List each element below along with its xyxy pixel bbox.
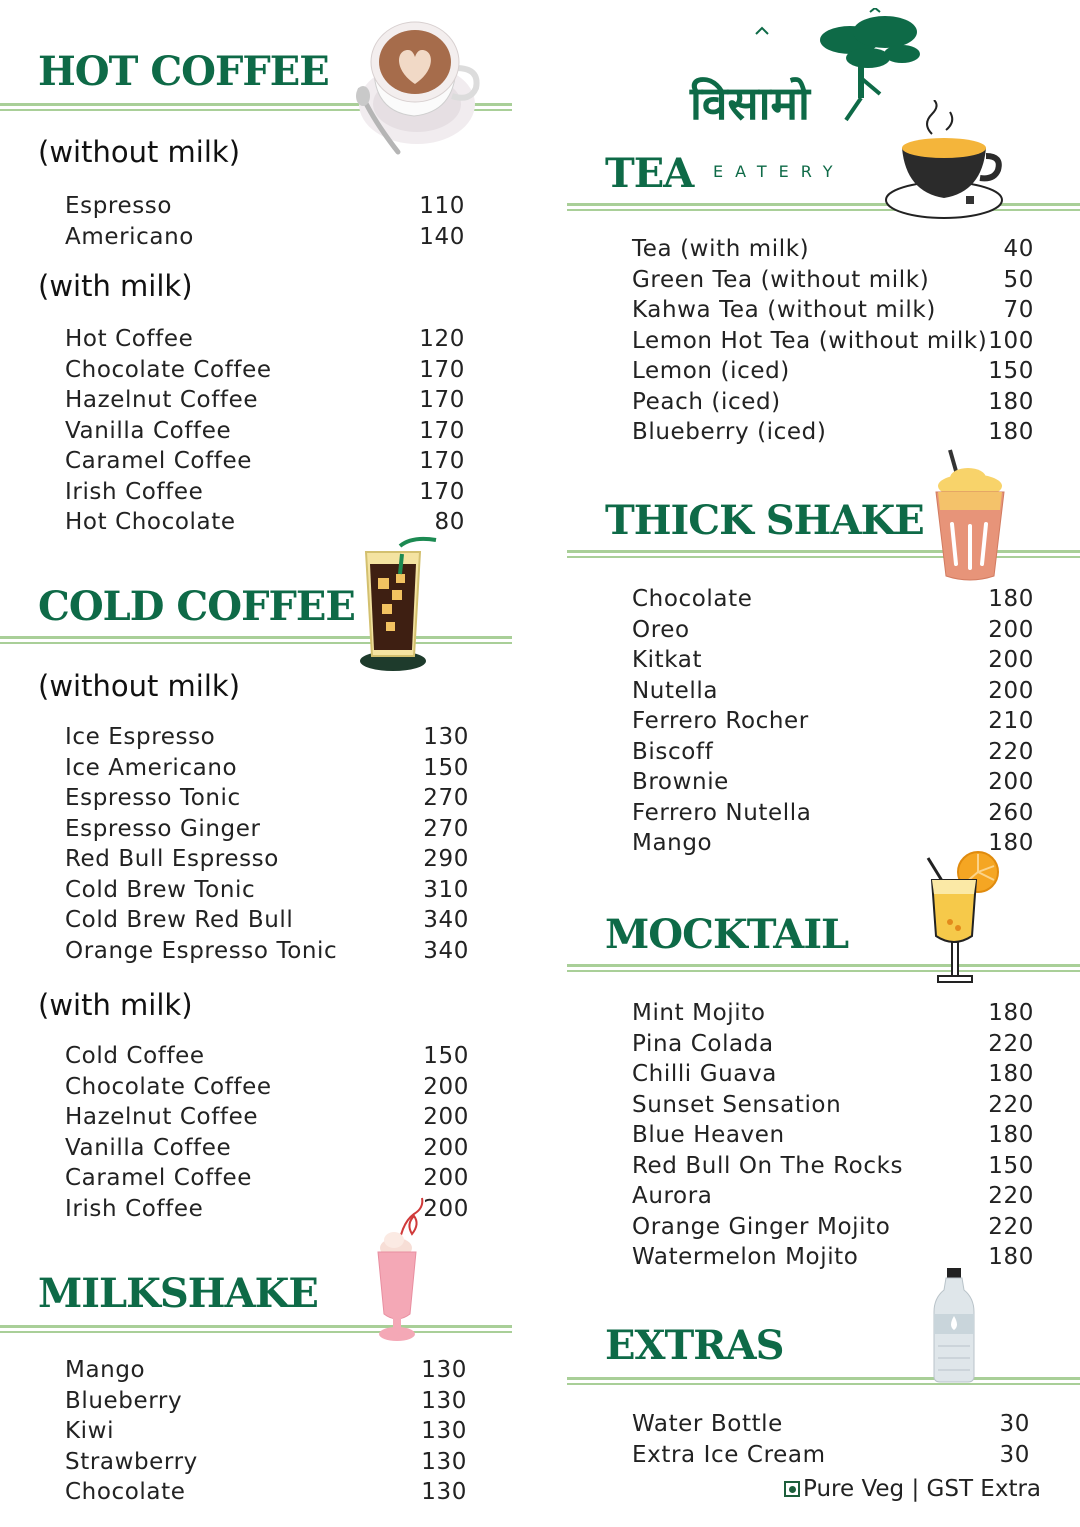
item-price: 200 bbox=[988, 769, 1034, 795]
item-price: 130 bbox=[421, 1418, 467, 1444]
item-price: 200 bbox=[988, 677, 1034, 704]
item-price: 170 bbox=[419, 448, 465, 474]
menu-item bbox=[632, 295, 1034, 326]
item-price: 180 bbox=[988, 419, 1034, 445]
hot-coffee-heading: HOT COFFEE bbox=[38, 48, 329, 95]
item-price: 180 bbox=[988, 1000, 1034, 1026]
item-name: Hot Coffee bbox=[65, 326, 194, 352]
menu-item bbox=[65, 1477, 467, 1508]
menu-item bbox=[65, 783, 469, 814]
item-price: 130 bbox=[421, 1479, 467, 1505]
menu-item bbox=[632, 1029, 1034, 1060]
item-name: Cold Coffee bbox=[65, 1043, 205, 1069]
menu-item bbox=[632, 1090, 1034, 1121]
item-name: Brownie bbox=[632, 769, 729, 795]
item-price: 200 bbox=[423, 1195, 469, 1222]
item-name: Blueberry bbox=[65, 1387, 183, 1414]
item-name: Hazelnut Coffee bbox=[65, 1104, 259, 1130]
cold-coffee-without-milk-list bbox=[65, 722, 469, 966]
item-name: Orange Ginger Mojito bbox=[632, 1213, 891, 1240]
item-name: Vanilla Coffee bbox=[65, 417, 232, 444]
cold-coffee-without-milk-label: (without milk) bbox=[38, 669, 241, 703]
tea-list bbox=[632, 234, 1034, 448]
item-price: 130 bbox=[423, 724, 469, 750]
item-name: Chocolate Coffee bbox=[65, 356, 272, 383]
menu-item bbox=[632, 417, 1034, 448]
menu-item bbox=[632, 737, 1034, 768]
item-price: 180 bbox=[988, 1061, 1034, 1087]
menu-item bbox=[65, 875, 469, 906]
item-price: 170 bbox=[419, 356, 465, 383]
item-name: Espresso Tonic bbox=[65, 785, 241, 811]
item-name: Espresso bbox=[65, 193, 173, 219]
menu-item bbox=[632, 706, 1034, 737]
extras-rule bbox=[567, 1377, 1080, 1380]
menu-item bbox=[65, 936, 469, 967]
item-price: 150 bbox=[423, 1043, 469, 1069]
iced-coffee-glass-icon bbox=[356, 534, 438, 674]
item-name: Chilli Guava bbox=[632, 1061, 777, 1087]
menu-item bbox=[632, 1120, 1034, 1151]
menu-item bbox=[632, 676, 1034, 707]
item-name: Blueberry (iced) bbox=[632, 419, 827, 445]
item-price: 130 bbox=[421, 1357, 467, 1383]
mocktail-list bbox=[632, 998, 1034, 1273]
menu-item bbox=[632, 1212, 1034, 1243]
menu-item bbox=[65, 1386, 467, 1417]
menu-item bbox=[65, 1416, 467, 1447]
tea-heading: TEA bbox=[605, 150, 694, 197]
extras-list bbox=[632, 1409, 1030, 1470]
item-price: 50 bbox=[1003, 266, 1034, 293]
menu-item bbox=[632, 265, 1034, 296]
item-price: 110 bbox=[419, 193, 465, 219]
item-name: Red Bull On The Rocks bbox=[632, 1152, 904, 1179]
item-price: 220 bbox=[988, 1030, 1034, 1057]
menu-item bbox=[65, 1041, 469, 1072]
menu-item bbox=[65, 1072, 469, 1103]
item-price: 220 bbox=[988, 1091, 1034, 1118]
item-price: 200 bbox=[988, 616, 1034, 643]
item-price: 200 bbox=[988, 647, 1034, 673]
water-bottle-icon bbox=[932, 1268, 976, 1384]
item-price: 170 bbox=[419, 387, 465, 413]
menu-item bbox=[65, 1133, 469, 1164]
item-name: Lemon (iced) bbox=[632, 358, 790, 384]
item-name: Hot Chocolate bbox=[65, 509, 236, 535]
item-name: Cold Brew Red Bull bbox=[65, 907, 294, 933]
item-price: 290 bbox=[423, 846, 469, 872]
item-name: Ferrero Nutella bbox=[632, 799, 812, 826]
menu-item bbox=[65, 385, 465, 416]
footer-note bbox=[784, 1476, 1041, 1502]
item-price: 150 bbox=[988, 1152, 1034, 1179]
item-price: 180 bbox=[988, 586, 1034, 612]
milkshake-heading: MILKSHAKE bbox=[38, 1270, 318, 1317]
item-name: Cold Brew Tonic bbox=[65, 876, 256, 903]
menu-item bbox=[65, 814, 469, 845]
extras-heading: EXTRAS bbox=[605, 1322, 784, 1369]
item-price: 220 bbox=[988, 1183, 1034, 1209]
item-price: 270 bbox=[423, 815, 469, 842]
hot-coffee-without-milk-list bbox=[65, 191, 465, 252]
item-name: Oreo bbox=[632, 616, 690, 643]
menu-item bbox=[65, 1163, 469, 1194]
menu-item bbox=[632, 998, 1034, 1029]
item-price: 40 bbox=[1003, 236, 1034, 262]
item-name: Caramel Coffee bbox=[65, 1165, 252, 1191]
item-name: Mint Mojito bbox=[632, 1000, 766, 1026]
item-price: 30 bbox=[999, 1411, 1030, 1437]
menu-item bbox=[65, 507, 465, 538]
item-price: 80 bbox=[434, 509, 465, 535]
menu-item bbox=[632, 1151, 1034, 1182]
menu-item bbox=[632, 767, 1034, 798]
item-name: Sunset Sensation bbox=[632, 1091, 842, 1118]
item-price: 260 bbox=[988, 799, 1034, 826]
footer-text: Pure Veg | GST Extra bbox=[803, 1476, 1042, 1502]
item-price: 150 bbox=[988, 358, 1034, 384]
item-price: 220 bbox=[988, 738, 1034, 765]
menu-item bbox=[65, 1447, 467, 1478]
item-name: Pina Colada bbox=[632, 1030, 774, 1057]
item-name: Mango bbox=[65, 1357, 146, 1383]
thick-shake-glass-icon bbox=[930, 448, 1012, 584]
item-price: 180 bbox=[988, 830, 1034, 856]
item-price: 100 bbox=[988, 327, 1034, 354]
menu-item bbox=[632, 645, 1034, 676]
menu-item bbox=[65, 477, 465, 508]
milkshake-glass-icon bbox=[370, 1194, 442, 1350]
menu-item bbox=[65, 446, 465, 477]
menu-item bbox=[632, 1181, 1034, 1212]
mocktail-heading: MOCKTAIL bbox=[605, 911, 849, 958]
thick-shake-heading: THICK SHAKE bbox=[605, 497, 924, 544]
item-name: Water Bottle bbox=[632, 1411, 783, 1437]
item-name: Caramel Coffee bbox=[65, 448, 252, 474]
hot-coffee-cup-icon bbox=[352, 12, 482, 160]
item-name: Ferrero Rocher bbox=[632, 708, 809, 734]
item-price: 180 bbox=[988, 388, 1034, 415]
item-name: Ice Espresso bbox=[65, 724, 216, 750]
item-name: Nutella bbox=[632, 677, 719, 704]
item-price: 150 bbox=[423, 754, 469, 781]
menu-item bbox=[632, 584, 1034, 615]
item-name: Chocolate Coffee bbox=[65, 1073, 272, 1100]
thick-shake-list bbox=[632, 584, 1034, 859]
item-price: 340 bbox=[423, 907, 469, 933]
item-price: 70 bbox=[1003, 297, 1034, 323]
logo-script-text: विसामो bbox=[690, 76, 810, 130]
item-name: Irish Coffee bbox=[65, 1195, 204, 1222]
menu-item bbox=[632, 356, 1034, 387]
menu-item bbox=[632, 798, 1034, 829]
menu-item bbox=[632, 234, 1034, 265]
hot-coffee-with-milk-list bbox=[65, 324, 465, 538]
item-name: Chocolate bbox=[632, 586, 753, 612]
item-name: Lemon Hot Tea (without milk) bbox=[632, 327, 988, 354]
item-price: 180 bbox=[988, 1122, 1034, 1148]
item-price: 340 bbox=[423, 937, 469, 964]
item-name: Extra Ice Cream bbox=[632, 1441, 826, 1468]
veg-mark-icon bbox=[784, 1481, 800, 1497]
item-name: Orange Espresso Tonic bbox=[65, 937, 338, 964]
item-price: 130 bbox=[421, 1448, 467, 1475]
item-price: 30 bbox=[999, 1441, 1030, 1468]
item-name: Peach (iced) bbox=[632, 388, 781, 415]
mocktail-glass-icon bbox=[920, 846, 1004, 994]
item-price: 120 bbox=[419, 326, 465, 352]
item-name: Biscoff bbox=[632, 738, 714, 765]
item-name: Aurora bbox=[632, 1183, 713, 1209]
menu-item bbox=[65, 1355, 467, 1386]
item-price: 140 bbox=[419, 223, 465, 250]
item-name: Americano bbox=[65, 223, 194, 250]
menu-item bbox=[65, 324, 465, 355]
item-price: 130 bbox=[421, 1387, 467, 1414]
menu-item bbox=[65, 191, 465, 222]
cold-coffee-with-milk-label: (with milk) bbox=[38, 988, 193, 1022]
menu-item bbox=[632, 387, 1034, 418]
item-name: Ice Americano bbox=[65, 754, 238, 781]
hot-coffee-without-milk-label: (without milk) bbox=[38, 135, 241, 169]
item-name: Tea (with milk) bbox=[632, 236, 810, 262]
menu-item bbox=[632, 1409, 1030, 1440]
item-price: 200 bbox=[423, 1073, 469, 1100]
item-price: 200 bbox=[423, 1104, 469, 1130]
menu-item bbox=[65, 355, 465, 386]
item-name: Mango bbox=[632, 830, 713, 856]
item-name: Chocolate bbox=[65, 1479, 186, 1505]
item-price: 220 bbox=[988, 1213, 1034, 1240]
item-name: Green Tea (without milk) bbox=[632, 266, 930, 293]
item-name: Kiwi bbox=[65, 1418, 115, 1444]
item-name: Blue Heaven bbox=[632, 1122, 785, 1148]
item-price: 170 bbox=[419, 478, 465, 505]
hot-coffee-with-milk-label: (with milk) bbox=[38, 269, 193, 303]
item-name: Irish Coffee bbox=[65, 478, 204, 505]
menu-item bbox=[65, 416, 465, 447]
item-price: 200 bbox=[423, 1165, 469, 1191]
item-price: 270 bbox=[423, 785, 469, 811]
item-name: Watermelon Mojito bbox=[632, 1244, 859, 1270]
item-name: Espresso Ginger bbox=[65, 815, 261, 842]
cold-coffee-heading: COLD COFFEE bbox=[38, 583, 355, 630]
item-name: Kahwa Tea (without milk) bbox=[632, 297, 936, 323]
item-name: Vanilla Coffee bbox=[65, 1134, 232, 1161]
item-name: Strawberry bbox=[65, 1448, 198, 1475]
menu-item bbox=[632, 1440, 1030, 1471]
item-price: 310 bbox=[423, 876, 469, 903]
item-price: 170 bbox=[419, 417, 465, 444]
menu-item bbox=[632, 615, 1034, 646]
menu-item bbox=[65, 722, 469, 753]
item-name: Kitkat bbox=[632, 647, 703, 673]
menu-item bbox=[65, 753, 469, 784]
item-name: Hazelnut Coffee bbox=[65, 387, 259, 413]
menu-item bbox=[632, 326, 1034, 357]
menu-item bbox=[65, 1102, 469, 1133]
item-price: 200 bbox=[423, 1134, 469, 1161]
menu-item bbox=[65, 222, 465, 253]
item-price: 210 bbox=[988, 708, 1034, 734]
tea-cup-icon bbox=[882, 100, 1006, 224]
menu-item bbox=[65, 844, 469, 875]
logo-subtitle: EATERY bbox=[713, 162, 845, 181]
item-price: 180 bbox=[988, 1244, 1034, 1270]
item-name: Red Bull Espresso bbox=[65, 846, 279, 872]
menu-item bbox=[65, 905, 469, 936]
menu-item bbox=[632, 1059, 1034, 1090]
milkshake-list bbox=[65, 1355, 467, 1508]
